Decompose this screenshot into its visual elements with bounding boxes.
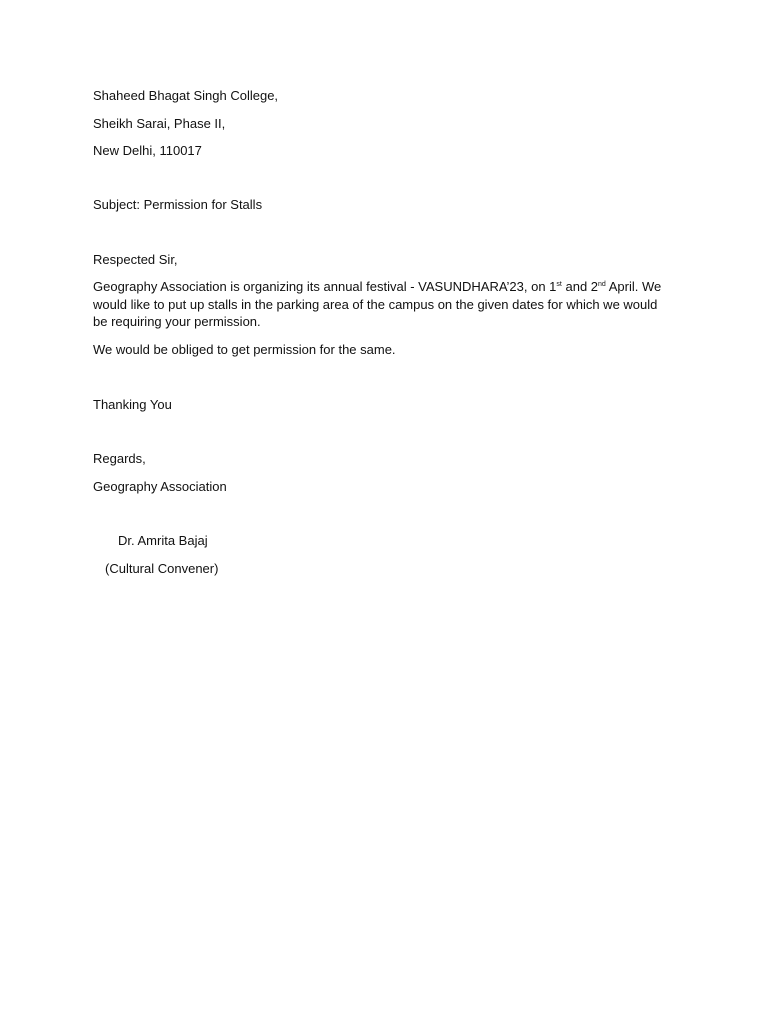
subject-line: Subject: Permission for Stalls — [93, 197, 263, 212]
body-paragraph-1 — [93, 278, 668, 331]
body-text-3: April. We would like to put up stalls in the parking area of the campus on the given dates for which we would be requiring your permission. — [93, 279, 662, 329]
address-line-1: Shaheed Bhagat Singh College, — [93, 88, 279, 103]
address-line-2: Sheikh Sarai, Phase II, — [93, 116, 226, 131]
organization-name: Geography Association — [93, 479, 227, 494]
closing-line: Thanking You — [93, 397, 172, 412]
ordinal-suffix-1: st — [556, 281, 562, 288]
regards-line: Regards, — [93, 451, 146, 466]
body-paragraph-2: We would be obliged to get permission for the same. — [93, 342, 396, 357]
body-text-1: Geography Association is organizing its annual festival - VASUNDHARA’23, on 1 — [93, 279, 557, 294]
ordinal-suffix-2: nd — [598, 281, 606, 288]
salutation: Respected Sir, — [93, 252, 178, 267]
address-line-3: New Delhi, 110017 — [93, 143, 202, 158]
signatory-title: (Cultural Convener) — [105, 561, 219, 576]
body-text-2: and 2 — [561, 279, 599, 294]
signatory-name: Dr. Amrita Bajaj — [118, 533, 208, 548]
